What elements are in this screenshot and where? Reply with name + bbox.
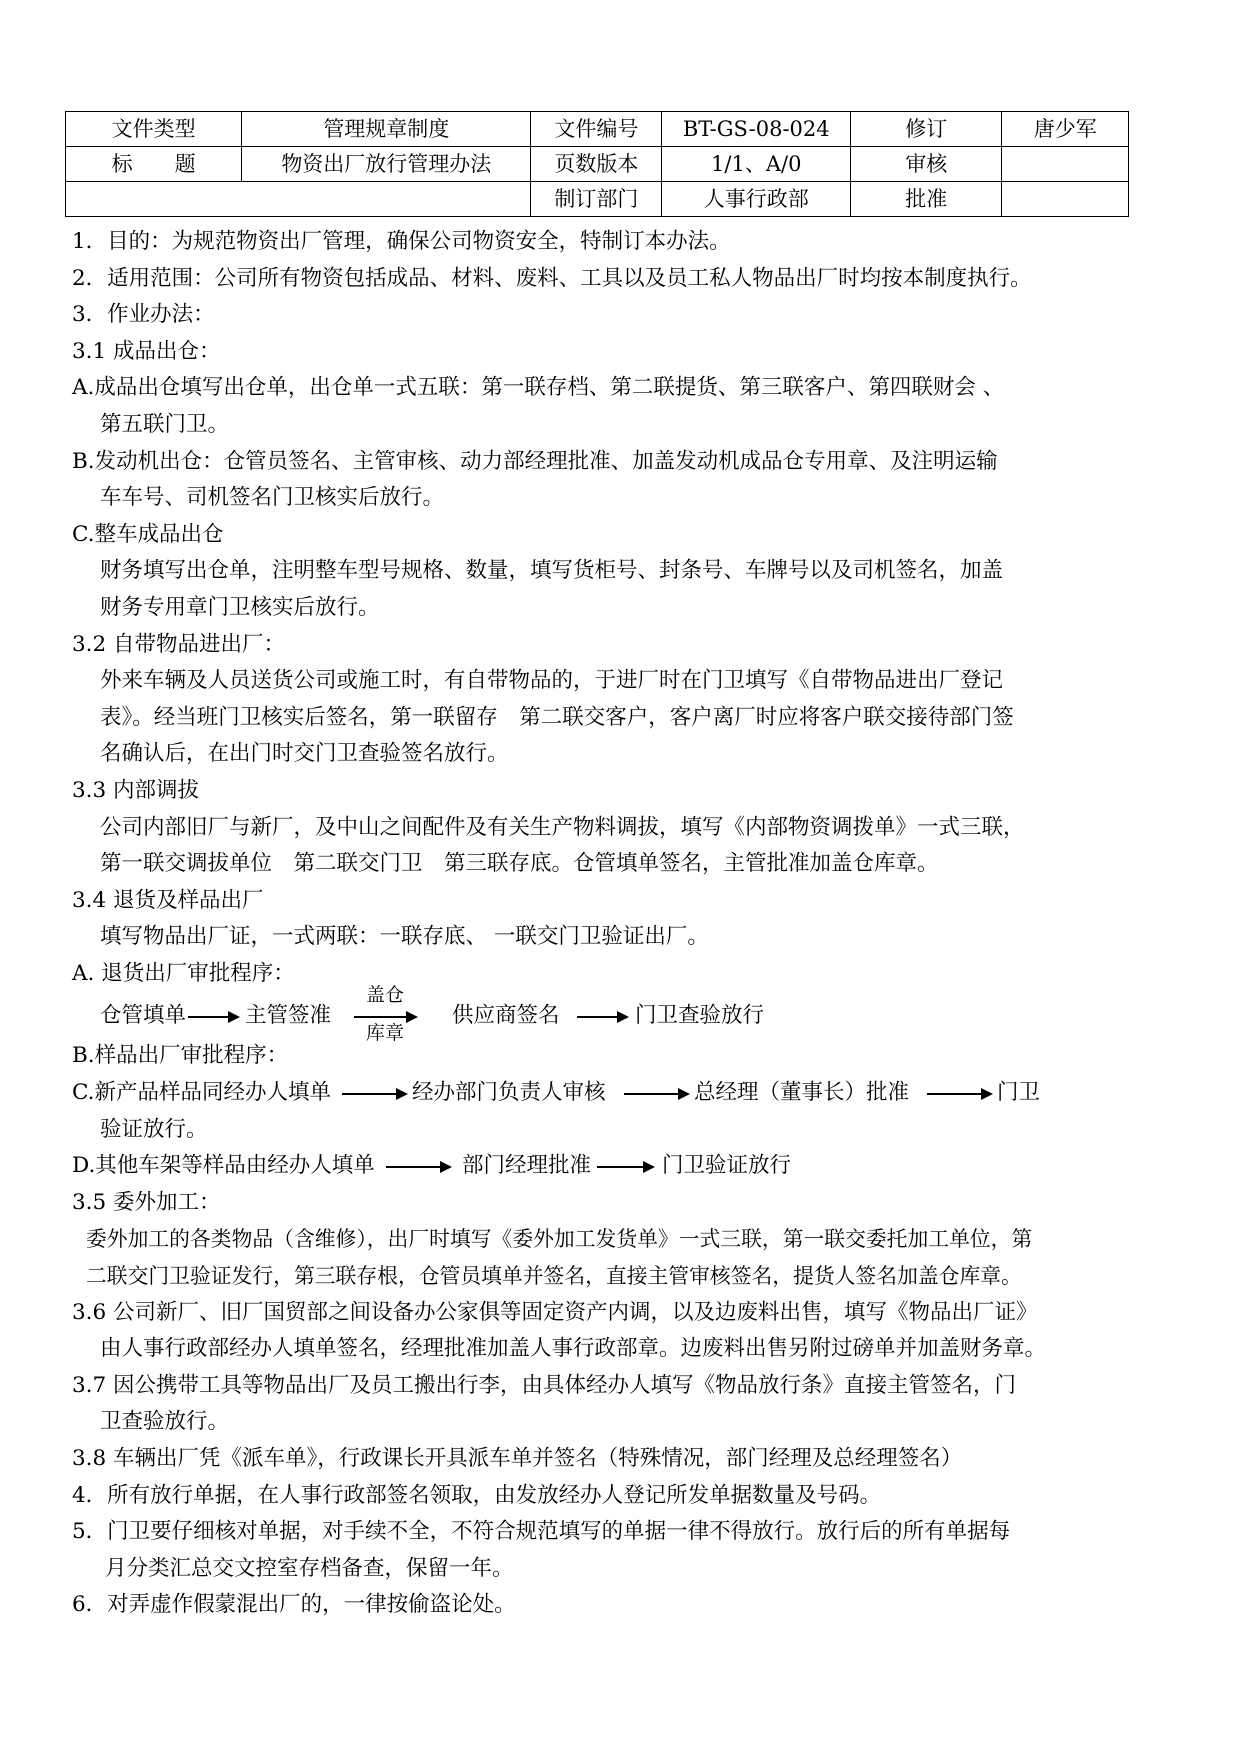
- page-version-value: 1/1、A/0: [662, 147, 851, 182]
- paragraph-line: A. 退货出厂审批程序：: [72, 960, 295, 986]
- paragraph-line: C.整车成品出仓: [72, 521, 224, 547]
- return-approval-flow: [72, 984, 1182, 1045]
- blank-cell: [66, 182, 531, 217]
- paragraph-line: 表》。经当班门卫核实后签名，第一联留存 第二联交客户，客户离厂时应将客户联交接待部门签: [100, 704, 1014, 730]
- heading-3-3: 3.3 内部调拔: [72, 777, 200, 803]
- revision-label: 修订: [851, 112, 1002, 147]
- paragraph-line: 第五联门卫。: [100, 411, 230, 437]
- section-procedure: 3．作业办法：: [72, 302, 215, 328]
- paragraph-line: 委外加工的各类物品（含维修），出厂时填写《委外加工发货单》一式三联，第一联交委托加工单位，第: [86, 1227, 1033, 1252]
- approve-label: 批准: [851, 182, 1002, 217]
- paragraph-line: 公司内部旧厂与新厂，及中山之间配件及有关生产物料调拔，填写《内部物资调拨单》一式三联，: [100, 814, 1025, 840]
- flow-step: D.其他车架等样品由经办人填单: [72, 1153, 375, 1179]
- flow-step: C.新产品样品同经办人填单: [72, 1080, 332, 1106]
- paragraph-line: B.样品出厂审批程序：: [72, 1043, 289, 1069]
- flow-note: 盖仓: [366, 984, 405, 1007]
- flow-step: 主管签准: [245, 1003, 332, 1029]
- paragraph-line: 二联交门卫验证发行，第三联存根，仓管员填单并签名，直接主管审核签名，提货人签名加盖仓库章。: [86, 1264, 1022, 1289]
- arrow-icon: [597, 1166, 653, 1168]
- heading-3-5: 3.5 委外加工：: [72, 1189, 221, 1215]
- paragraph-line: A.成品出仓填写出仓单，出仓单一式五联：第一联存档、第二联提货、第三联客户、第四联财会 、: [72, 375, 1005, 401]
- flow-step: 仓管填单: [100, 1003, 187, 1029]
- flow-step: 部门经理批准: [462, 1153, 592, 1179]
- paragraph-line: 由人事行政部经办人填单签名，经理批准加盖人事行政部章。边废料出售另附过磅单并加盖财务章。: [100, 1336, 1047, 1362]
- heading-3-1: 3.1 成品出仓：: [72, 338, 221, 364]
- flow-step: 门卫查验放行: [635, 1003, 765, 1029]
- paragraph-line: 财务专用章门卫核实后放行。: [100, 594, 380, 620]
- document-header-table: [65, 111, 1129, 217]
- header-row-2: [66, 147, 1129, 182]
- revision-value: 唐少军: [1002, 112, 1129, 147]
- title-label: 标 题: [66, 147, 242, 182]
- arrow-icon: [624, 1093, 688, 1095]
- paragraph-line: 月分类汇总交文控室存档备查，保留一年。: [105, 1555, 514, 1581]
- paragraph-line: 车车号、司机签名门卫核实后放行。: [100, 485, 445, 511]
- paragraph-line: B.发动机出仓：仓管员签名、主管审核、动力部经理批准、加盖发动机成品仓专用章、及注明运输: [72, 448, 998, 474]
- paragraph-line: 外来车辆及人员送货公司或施工时，有自带物品的，于进厂时在门卫填写《自带物品进出厂登记: [100, 668, 1004, 694]
- paragraph-line: 填写物品出厂证，一式两联：一联存底、 一联交门卫验证出厂。: [100, 924, 709, 950]
- page-version-label: 页数版本: [531, 147, 662, 182]
- heading-3-4: 3.4 退货及样品出厂: [72, 887, 264, 913]
- flow-step: 门卫验证放行: [662, 1153, 792, 1179]
- header-row-3: [66, 182, 1129, 217]
- doc-number-value: BT-GS-08-024: [662, 112, 851, 147]
- dept-value: 人事行政部: [662, 182, 851, 217]
- paragraph-line: 名确认后，在出门时交门卫查验签名放行。: [100, 741, 509, 767]
- review-value: [1002, 147, 1129, 182]
- arrow-icon: [342, 1093, 406, 1095]
- paragraph-line: 验证放行。: [100, 1116, 208, 1142]
- sample-approval-flow: [72, 1075, 1182, 1112]
- doc-type-value: 管理规章制度: [242, 112, 531, 147]
- paragraph-line: 财务填写出仓单，注明整车型号规格、数量，填写货柜号、封条号、车牌号以及司机签名，加盖: [100, 558, 1004, 584]
- doc-number-label: 文件编号: [531, 112, 662, 147]
- flow-step: 总经理（董事长）批准: [694, 1080, 910, 1106]
- section-scope: 2．适用范围：公司所有物资包括成品、材料、废料、工具以及员工私人物品出厂时均按本制度执行。: [72, 265, 1032, 291]
- paragraph-line: 卫查验放行。: [100, 1409, 230, 1435]
- arrow-icon: [577, 1016, 627, 1018]
- heading-3-2: 3.2 自带物品进出厂：: [72, 631, 286, 657]
- document-body: [72, 224, 1182, 1624]
- section-purpose: 1．目的：为规范物资出厂管理，确保公司物资安全，特制订本办法。: [72, 229, 731, 254]
- section-5: 5．门卫要仔细核对单据，对手续不全，不符合规范填写的单据一律不得放行。放行后的所有单据每: [72, 1519, 1011, 1545]
- section-6: 6．对弄虚作假蒙混出厂的，一律按偷盗论处。: [72, 1592, 516, 1618]
- paragraph-line: 3.7 因公携带工具等物品出厂及员工搬出行李，由具体经办人填写《物品放行条》直接主管签名，门: [72, 1372, 1017, 1398]
- other-sample-flow: [72, 1148, 1182, 1185]
- paragraph-line: 3.6 公司新厂、旧厂国贸部之间设备办公家俱等固定资产内调，以及边废料出售，填写《物品出厂证》: [72, 1299, 1038, 1325]
- approve-value: [1002, 182, 1129, 217]
- arrow-icon: [927, 1093, 991, 1095]
- flow-step: 供应商签名: [452, 1003, 560, 1029]
- paragraph-line: 3.8 车辆出厂凭《派车单》，行政课长开具派车单并签名（特殊情况，部门经理及总经理签名）: [72, 1446, 963, 1471]
- header-row-1: [66, 112, 1129, 147]
- arrow-icon: [386, 1166, 450, 1168]
- flow-step: 经办部门负责人审核: [412, 1080, 606, 1106]
- dept-label: 制订部门: [531, 182, 662, 217]
- flow-note: 库章: [366, 1022, 405, 1045]
- doc-type-label: 文件类型: [66, 112, 242, 147]
- section-4: 4．所有放行单据，在人事行政部签名领取，由发放经办人登记所发单据数量及号码。: [72, 1482, 882, 1508]
- flow-step: 门卫: [997, 1080, 1041, 1106]
- title-value: 物资出厂放行管理办法: [242, 147, 531, 182]
- paragraph-line: 第一联交调拔单位 第二联交门卫 第三联存底。仓管填单签名，主管批准加盖仓库章。: [100, 851, 939, 877]
- review-label: 审核: [851, 147, 1002, 182]
- arrow-icon: [188, 1016, 238, 1018]
